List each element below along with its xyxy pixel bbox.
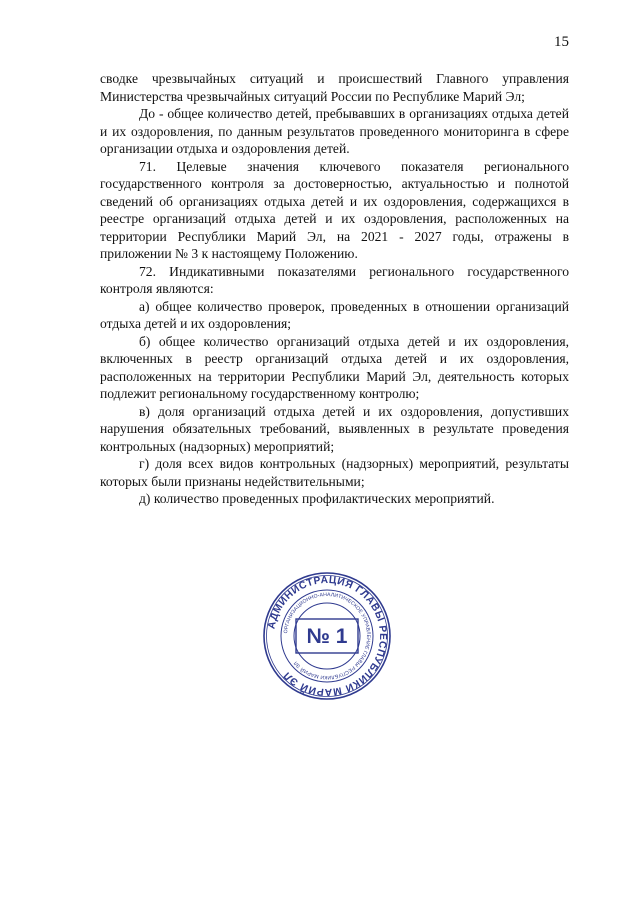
paragraph-do-definition: До - общее количество детей, пребывавших в организациях отдыха детей и их оздоровления, по данным результатов проведенного мониторинга в сфере организации отдыха и оздоровления детей. <box>100 106 569 156</box>
paragraph-72: 72. Индикативными показателями регионального государственного контроля являются: <box>100 263 569 296</box>
paragraph-71: 71. Целевые значения ключевого показателя регионального государственного контроля за достоверностью, актуальностью и полнотой сведений об организациях отдыха детей и их оздоровления, содержащихся в реестре организаций отдыха детей и их оздоровления, расположенных на территории Республики Марий Эл, на 2021 - 2027 годы, отражены в приложении № 3 к настоящему Положению. <box>100 158 569 261</box>
seal-outer-text: АДМИНИСТРАЦИЯ ГЛАВЫ РЕСПУБЛИКИ МАРИЙ ЭЛ <box>266 574 389 698</box>
list-item-a: а) общее количество проверок, проведенных в отношении организаций отдыха детей и их оздоровления; <box>100 298 569 331</box>
seal-inner-text: ОРГАНИЗАЦИОННО-АНАЛИТИЧЕСКОЕ УПРАВЛЕНИЕ ГЛАВЫ РЕСПУБЛИКИ МАРИЙ ЭЛ <box>283 591 372 681</box>
official-seal <box>262 571 392 701</box>
list-item-v: в) доля организаций отдыха детей и их оздоровления, допустивших нарушения обязательных требований, выявленных в результате проведения контрольных (надзорных) мероприятий; <box>100 403 569 454</box>
list-item-b: б) общее количество организаций отдыха детей и их оздоровления, включенных в реестр организаций отдыха детей и их оздоровления, расположенных на территории Республики Марий Эл, деятельность которых подлежит региональному государственному контролю; <box>100 333 569 401</box>
page-number: 15 <box>554 34 569 50</box>
seal-center-number: № 1 <box>306 625 348 648</box>
list-item-d: д) количество проведенных профилактических мероприятий. <box>139 491 495 506</box>
paragraph-continuation: сводке чрезвычайных ситуаций и происшествий Главного управления Министерства чрезвычайных ситуаций России по Республике Марий Эл; <box>100 71 569 104</box>
document-body <box>100 70 569 508</box>
list-item-g: г) доля всех видов контрольных (надзорных) мероприятий, результаты которых были признаны недействительными; <box>100 456 569 489</box>
seal-stamp-icon <box>262 571 392 701</box>
